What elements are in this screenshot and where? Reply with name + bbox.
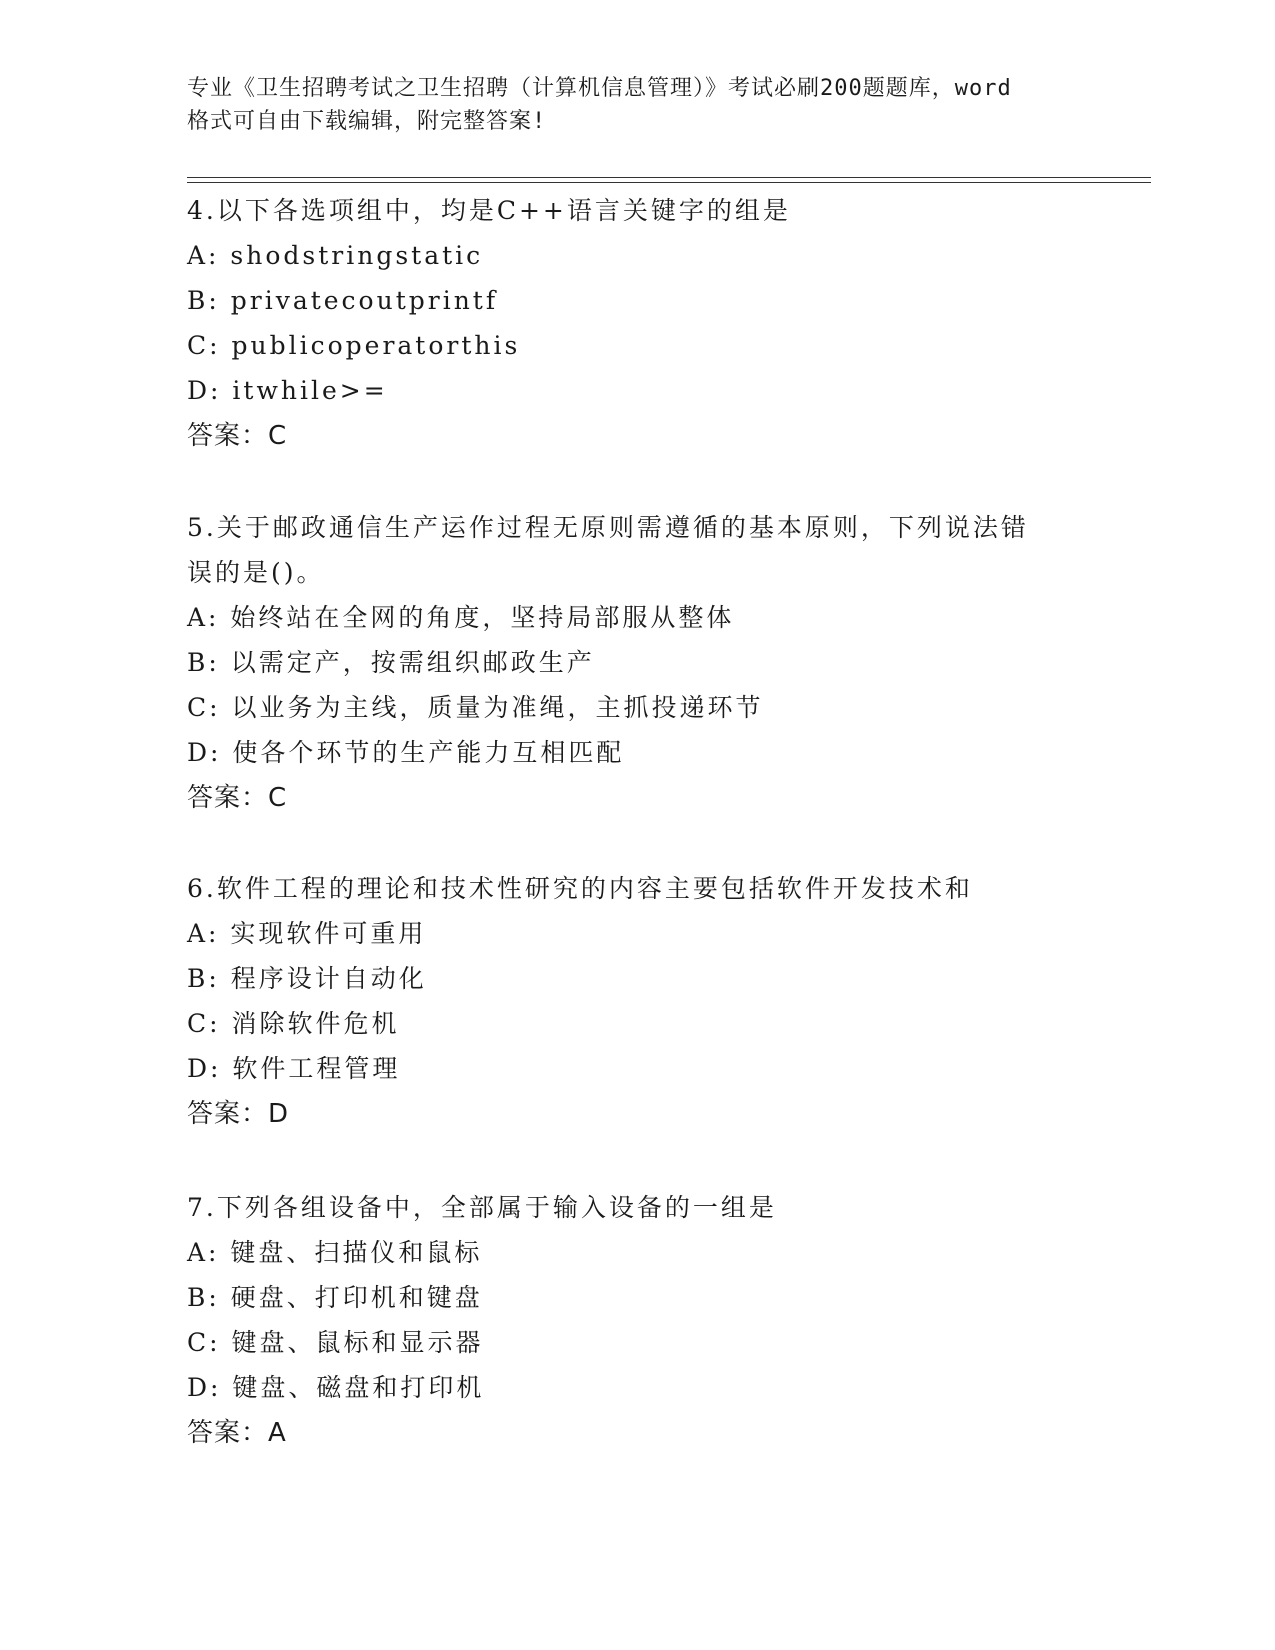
question-4 bbox=[187, 188, 1087, 459]
option-d: D: 键盘、磁盘和打印机 bbox=[187, 1373, 485, 1402]
option-b: B: 程序设计自动化 bbox=[187, 964, 427, 993]
question-stem-line-2: 误的是()。 bbox=[187, 558, 325, 587]
option-d: D: 软件工程管理 bbox=[187, 1054, 401, 1083]
option-c: C: 消除软件危机 bbox=[187, 1009, 400, 1038]
header-divider-bottom bbox=[187, 182, 1151, 183]
option-c: C: publicoperatorthis bbox=[187, 331, 521, 360]
answer-label: 答案：A bbox=[187, 1418, 287, 1448]
option-d: D: itwhile>= bbox=[187, 376, 388, 405]
header-divider-top bbox=[187, 177, 1151, 178]
option-b: B: 以需定产，按需组织邮政生产 bbox=[187, 648, 595, 677]
option-b: B: 硬盘、打印机和键盘 bbox=[187, 1283, 483, 1312]
option-a: A: 键盘、扫描仪和鼠标 bbox=[187, 1238, 483, 1267]
option-c: C: 键盘、鼠标和显示器 bbox=[187, 1328, 484, 1357]
question-7 bbox=[187, 1185, 1087, 1456]
question-6 bbox=[187, 866, 1087, 1137]
answer-label: 答案：C bbox=[187, 783, 288, 813]
question-stem: 6.软件工程的理论和技术性研究的内容主要包括软件开发技术和 bbox=[187, 874, 973, 903]
answer-label: 答案：D bbox=[187, 1099, 290, 1129]
option-b: B: privatecoutprintf bbox=[187, 286, 499, 315]
question-stem: 7.下列各组设备中，全部属于输入设备的一组是 bbox=[187, 1193, 777, 1222]
option-c: C: 以业务为主线，质量为准绳，主抓投递环节 bbox=[187, 693, 764, 722]
question-stem: 4.以下各选项组中，均是C++语言关键字的组是 bbox=[187, 196, 791, 225]
question-5 bbox=[187, 505, 1087, 821]
option-d: D: 使各个环节的生产能力互相匹配 bbox=[187, 738, 625, 767]
option-a: A: shodstringstatic bbox=[187, 241, 484, 270]
header-line-2: 格式可自由下载编辑，附完整答案! bbox=[187, 109, 547, 134]
option-a: A: 始终站在全网的角度，坚持局部服从整体 bbox=[187, 603, 735, 632]
question-stem-line-1: 5.关于邮政通信生产运作过程无原则需遵循的基本原则，下列说法错 bbox=[187, 513, 1029, 542]
answer-label: 答案：C bbox=[187, 421, 288, 451]
option-a: A: 实现软件可重用 bbox=[187, 919, 427, 948]
header-line-1: 专业《卫生招聘考试之卫生招聘（计算机信息管理）》考试必刷200题题库，word bbox=[187, 76, 1012, 101]
document-header bbox=[187, 72, 1087, 138]
